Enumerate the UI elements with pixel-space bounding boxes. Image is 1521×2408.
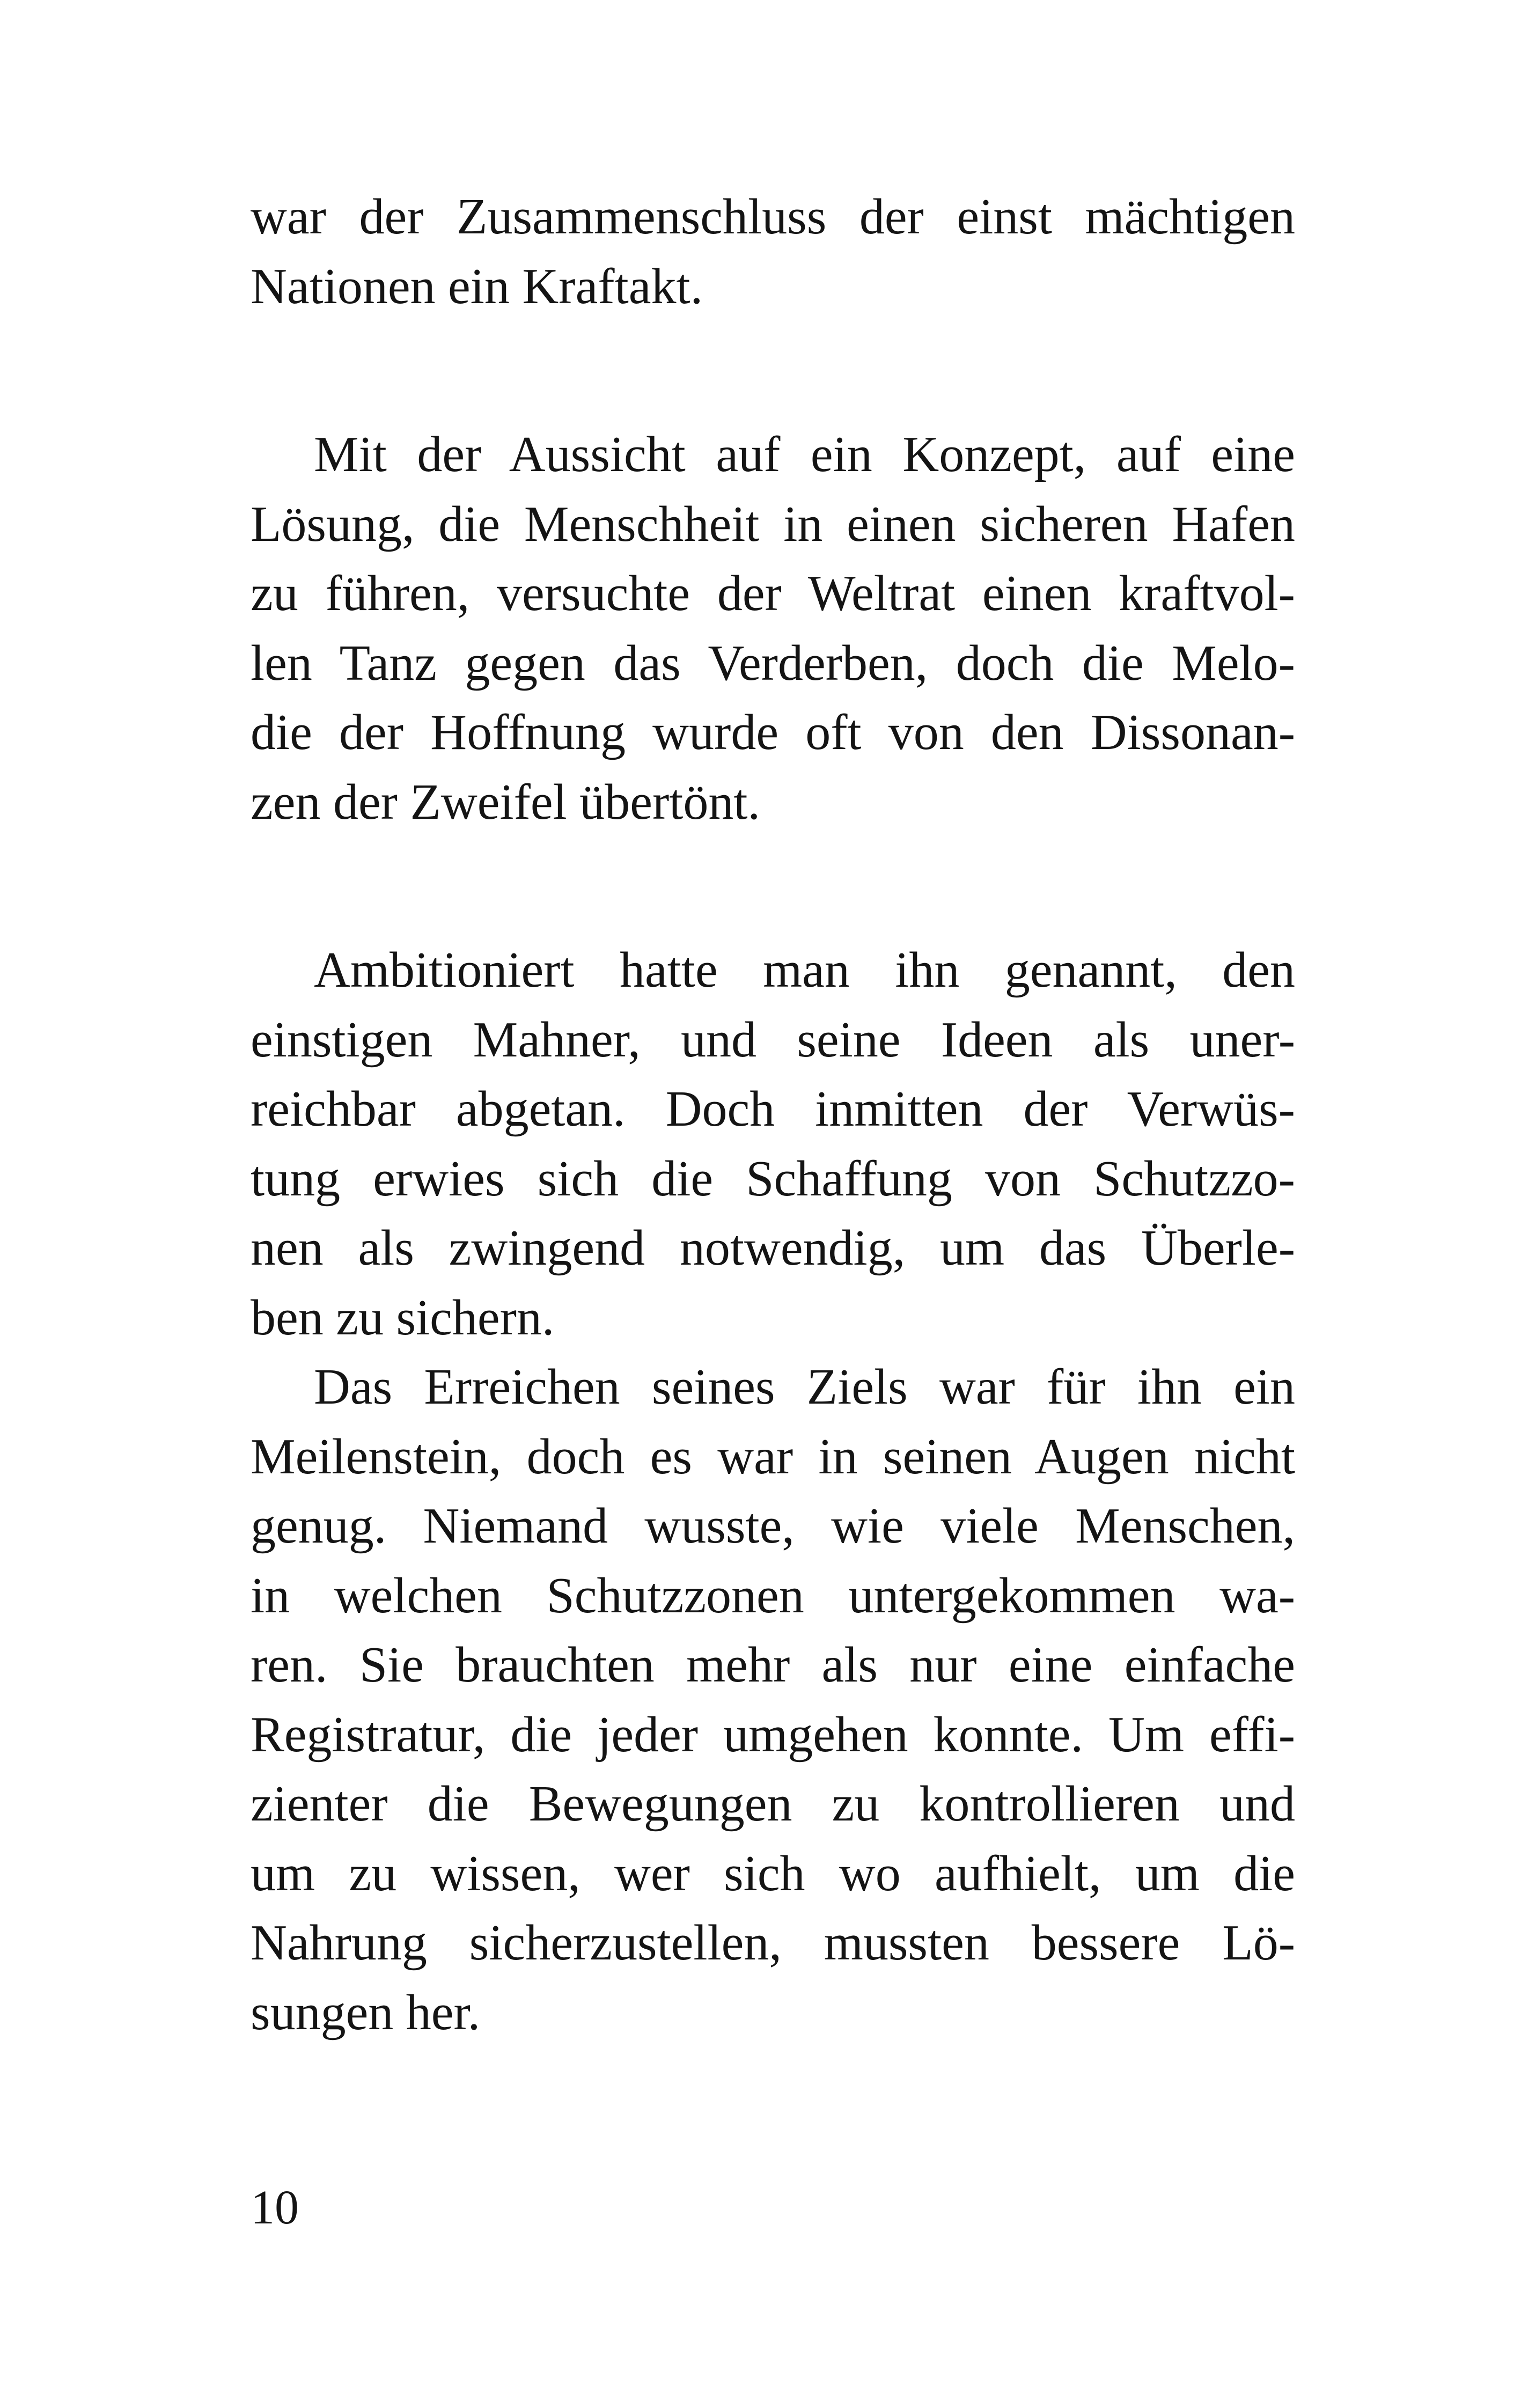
text-line: sungen her. (251, 1984, 481, 2040)
text-line: Lösung, die Menschheit in einen sicheren Hafen (251, 496, 1295, 552)
text-line: zen der Zweifel übertönt. (251, 774, 761, 830)
paragraph-2 (251, 420, 1295, 837)
paragraph-spacer (251, 321, 1295, 420)
text-line: Meilenstein, doch es war in seinen Augen nicht (251, 1428, 1295, 1485)
text-line: um zu wissen, wer sich wo aufhielt, um die (251, 1845, 1295, 1902)
page-number: 10 (251, 2181, 299, 2234)
text-line: Das Erreichen seines Ziels war für ihn ein (314, 1359, 1295, 1415)
paragraph-1 (251, 182, 1295, 321)
text-line: zienter die Bewegungen zu kontrollieren und (251, 1776, 1295, 1832)
text-line: genug. Niemand wusste, wie viele Menschen, (251, 1498, 1295, 1554)
text-line: tung erwies sich die Schaffung von Schutzzo- (251, 1150, 1295, 1207)
text-line: nen als zwingend notwendig, um das Überle- (251, 1220, 1295, 1276)
text-line: reichbar abgetan. Doch inmitten der Verwüs- (251, 1081, 1295, 1137)
text-line: len Tanz gegen das Verderben, doch die Melo- (251, 635, 1295, 691)
text-line: einstigen Mahner, und seine Ideen als uner- (251, 1011, 1295, 1068)
text-line: Nahrung sicherzustellen, mussten bessere Lö- (251, 1915, 1295, 1971)
text-line: war der Zusammenschluss der einst mächtigen (251, 189, 1295, 245)
text-line: Ambitioniert hatte man ihn genannt, den (314, 942, 1295, 998)
text-line: zu führen, versuchte der Weltrat einen kraftvol- (251, 566, 1295, 621)
body-text (251, 182, 1295, 2047)
text-line: ben zu sichern. (251, 1289, 555, 1346)
text-line: Registratur, die jeder umgehen konnte. Um effi- (251, 1706, 1295, 1763)
text-line: Nationen ein Kraftakt. (251, 258, 703, 314)
paragraph-3 (251, 936, 1295, 1353)
text-line: ren. Sie brauchten mehr als nur eine einfache (251, 1637, 1295, 1693)
text-line: Mit der Aussicht auf ein Konzept, auf eine (314, 427, 1295, 482)
paragraph-spacer (251, 837, 1295, 936)
text-line: die der Hoffnung wurde oft von den Dissonan- (251, 704, 1295, 760)
text-line: in welchen Schutzzonen untergekommen wa- (251, 1567, 1295, 1624)
paragraph-4 (251, 1353, 1295, 2047)
